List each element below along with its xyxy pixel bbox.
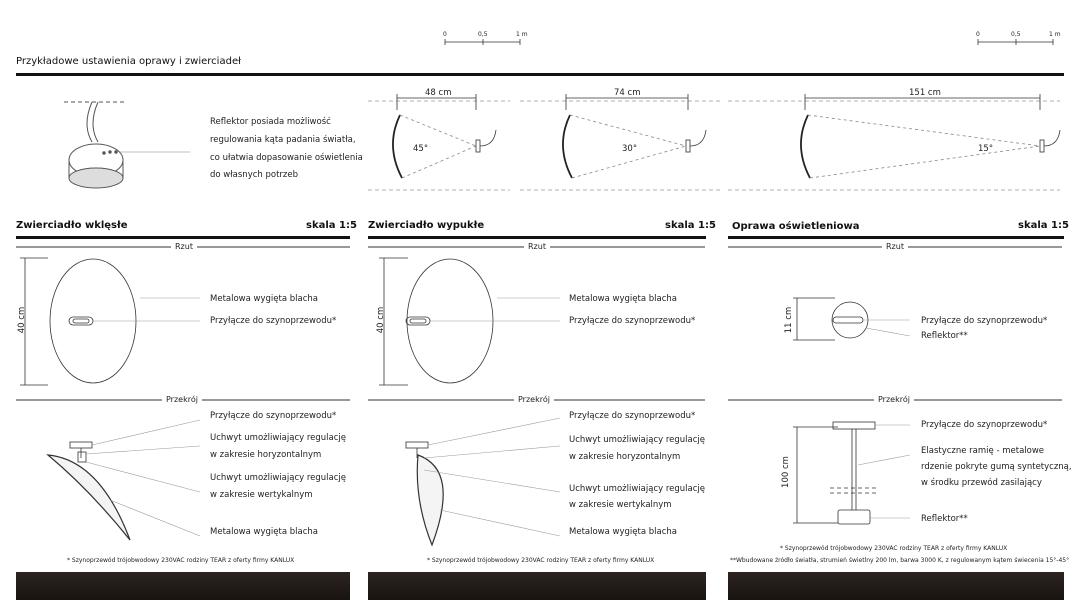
scale-label-1m-right: 1 m (1049, 31, 1061, 38)
concave-plan (20, 258, 200, 385)
convex-plan (379, 258, 560, 385)
concave-section-label-5: w zakresie wertykalnym (210, 490, 313, 500)
convex-title: Zwierciadło wypukłe (368, 220, 485, 231)
fixture-section-label-3: rdzenie pokryte gumą syntetyczną, (921, 462, 1072, 472)
convex-section (406, 418, 560, 545)
convex-section-label-2: Uchwyt umożliwiający regulację (569, 435, 706, 445)
photo-strip-3 (728, 572, 1064, 600)
concave-section-label-4: Uchwyt umożliwiający regulację (210, 473, 347, 483)
convex-plan-label-1: Metalowa wygięta blacha (569, 294, 677, 304)
convex-section-label-3: w zakresie horyzontalnym (569, 452, 681, 462)
top-section-rule (16, 73, 1064, 76)
example-2-angle: 30° (622, 144, 638, 154)
concave-scale: skala 1:5 (306, 220, 357, 231)
photo-strip-1 (16, 572, 350, 600)
scale-bar-left (445, 39, 520, 45)
scale-label-1m: 1 m (516, 31, 528, 38)
concave-dimension: 40 cm (17, 306, 28, 334)
example-1-distance: 48 cm (425, 88, 452, 98)
convex-section-label-1: Przyłącze do szynoprzewodu* (569, 411, 696, 421)
convex-section-label-5: w zakresie wertykalnym (569, 500, 672, 510)
scale-label-half-right: 0,5 (1011, 31, 1021, 38)
concave-rule (16, 236, 350, 239)
convex-footnote: * Szynoprzewód trójobwodowy 230VAC rodziny TEAR z oferty firmy KANLUX (427, 557, 655, 564)
example-3-distance: 151 cm (909, 88, 941, 98)
convex-plan-label-2: Przyłącze do szynoprzewodu* (569, 316, 696, 326)
concave-section (48, 420, 200, 540)
example-2-distance: 74 cm (614, 88, 641, 98)
fixture-rzut-label: Rzut (882, 242, 908, 251)
convex-rzut-label: Rzut (524, 242, 550, 251)
reflector-text-line-2: regulowania kąta padania światła, (210, 135, 356, 145)
subsection-lines (16, 247, 1062, 400)
fixture-footnote-1: * Szynoprzewód trójobwodowy 230VAC rodziny TEAR z oferty firmy KANLUX (780, 545, 1008, 552)
example-1-angle: 45° (413, 144, 429, 154)
reflector-text-line-1: Reflektor posiada możliwość (210, 117, 331, 127)
convex-section-label-6: Metalowa wygięta blacha (569, 527, 677, 537)
convex-dimension: 40 cm (376, 306, 387, 334)
convex-scale: skala 1:5 (665, 220, 716, 231)
concave-rzut-label: Rzut (171, 242, 197, 251)
fixture-plan-label-2: Reflektor** (921, 331, 968, 341)
fixture-section-label-2: Elastyczne ramię - metalowe (921, 446, 1045, 456)
fixture-plan (793, 298, 910, 340)
example-3-angle: 15° (978, 144, 994, 154)
fixture-footnote-2: **Wbudowane źródło światła, strumień świetlny 200 lm, barwa 3000 K, z regulowanym kątem świecenia 15°-45° (730, 557, 1070, 564)
concave-section-label-1: Przyłącze do szynoprzewodu* (210, 411, 337, 421)
example-15 (728, 94, 1060, 190)
concave-section-label-6: Metalowa wygięta blacha (210, 527, 318, 537)
concave-title: Zwierciadło wklęsłe (16, 220, 128, 231)
convex-section-label-4: Uchwyt umożliwiający regulację (569, 484, 706, 494)
fixture-plan-label-1: Przyłącze do szynoprzewodu* (921, 316, 1048, 326)
fixture-section-label-5: Reflektor** (921, 514, 968, 524)
concave-plan-label-1: Metalowa wygięta blacha (210, 294, 318, 304)
reflector-text-line-4: do własnych potrzeb (210, 170, 298, 180)
top-section-title: Przykładowe ustawienia oprawy i zwierciadeł (16, 56, 241, 67)
example-45 (368, 94, 510, 190)
concave-plan-label-2: Przyłącze do szynoprzewodu* (210, 316, 337, 326)
reflector-text-line-3: co ułatwia dopasowanie oświetlenia (210, 153, 363, 163)
fixture-przekroj-label: Przekrój (874, 395, 914, 404)
example-30 (520, 94, 720, 190)
concave-przekroj-label: Przekrój (162, 395, 202, 404)
scale-label-half: 0,5 (478, 31, 488, 38)
scale-bar-right (978, 39, 1053, 45)
convex-rule (368, 236, 706, 239)
scale-label-0-right: 0 (976, 31, 980, 38)
reflector-illustration (64, 102, 190, 188)
concave-section-label-3: w zakresie horyzontalnym (210, 450, 322, 460)
concave-footnote: * Szynoprzewód trójobwodowy 230VAC rodziny TEAR z oferty firmy KANLUX (67, 557, 295, 564)
fixture-section-dimension: 100 cm (780, 456, 791, 488)
concave-section-label-2: Uchwyt umożliwiający regulację (210, 433, 347, 443)
fixture-section (793, 422, 910, 524)
fixture-section-label-1: Przyłącze do szynoprzewodu* (921, 420, 1048, 430)
scale-label-0: 0 (443, 31, 447, 38)
photo-strip-2 (368, 572, 706, 600)
fixture-scale: skala 1:5 (1018, 220, 1069, 231)
fixture-plan-dimension: 11 cm (784, 306, 795, 334)
fixture-rule (728, 236, 1064, 239)
fixture-section-label-4: w środku przewód zasilający (921, 478, 1042, 488)
fixture-title: Oprawa oświetleniowa (732, 221, 860, 232)
convex-przekroj-label: Przekrój (514, 395, 554, 404)
